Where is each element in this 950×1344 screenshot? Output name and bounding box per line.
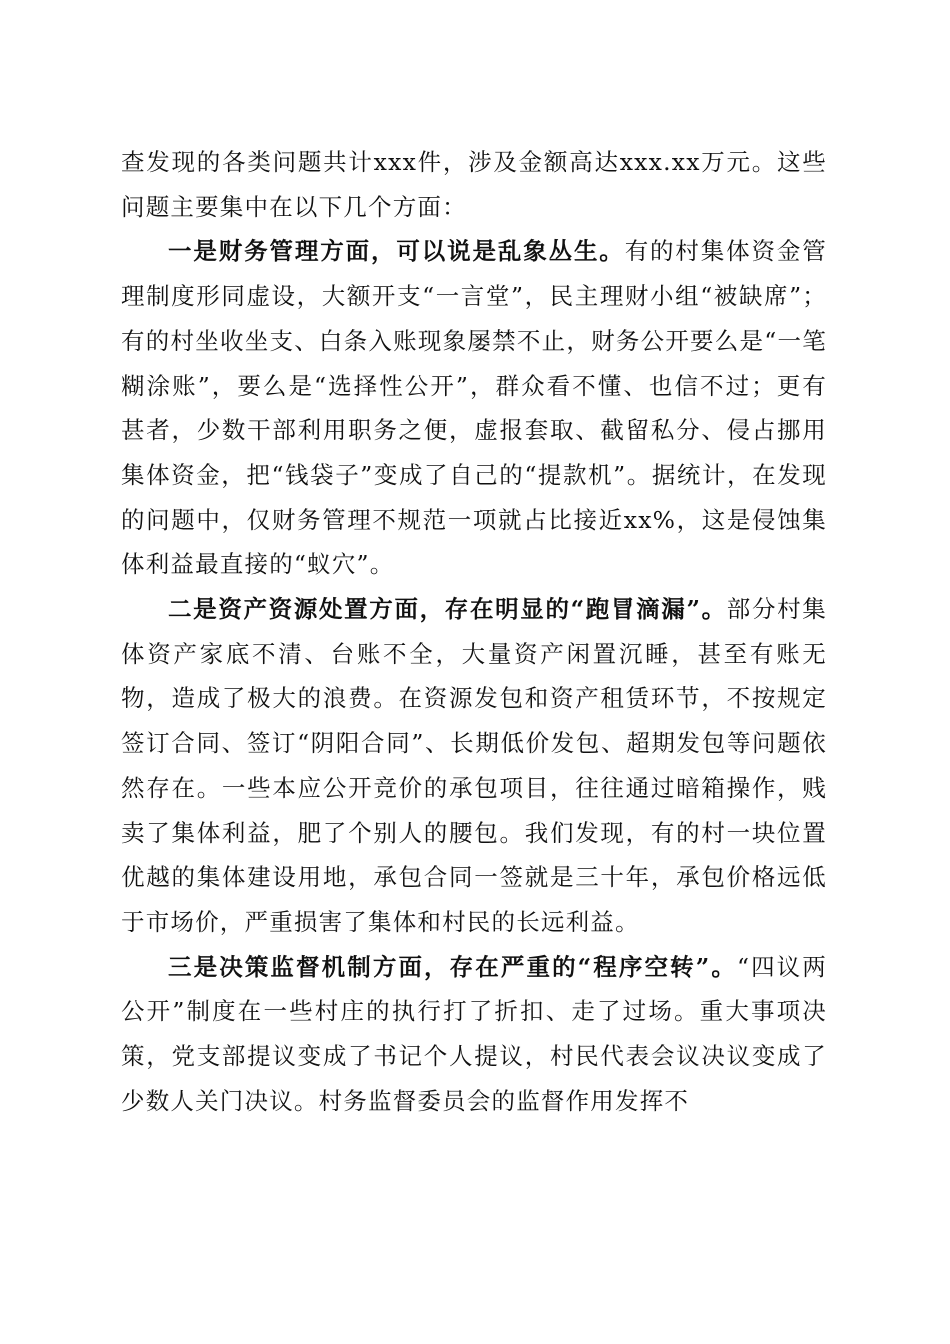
paragraph-assets-text: 部分村集体资产家底不清、台账不全，大量资产闲置沉睡，甚至有账无物，造成了极大的浪费。在资源发包和资产租赁环节，不按规定签订合同、签订“阴阳合同”、长期低价发包、超期发包等问题依然存在。一些本应公开竞价的承包项目，往往通过暗箱操作，贱卖了集体利益，肥了个别人的腰包。我们发现，有的村一块位置优越的集体建设用地，承包合同一签就是三十年，承包价格远低于市场价，严重损害了集体和村民的长远利益。 xyxy=(121,595,827,936)
paragraph-supervision-lead: 三是决策监督机制方面，存在严重的“程序空转”。 xyxy=(168,952,737,981)
paragraph-finance xyxy=(121,229,827,587)
document-body xyxy=(121,140,827,1123)
paragraph-supervision-text: “四议两公开”制度在一些村庄的执行打了折扣、走了过场。重大事项决策，党支部提议变成了书记个人提议，村民代表会议决议变成了少数人关门决议。村务监督委员会的监督作用发挥不 xyxy=(121,952,827,1115)
paragraph-supervision xyxy=(121,945,827,1124)
paragraph-assets xyxy=(121,587,827,945)
paragraph-finance-lead: 一是财务管理方面，可以说是乱象丛生。 xyxy=(168,237,625,266)
paragraph-assets-lead: 二是资产资源处置方面，存在明显的“跑冒滴漏”。 xyxy=(168,595,727,624)
paragraph-finance-text: 有的村集体资金管理制度形同虚设，大额开支“一言堂”，民主理财小组“被缺席”；有的村坐收坐支、白条入账现象屡禁不止，财务公开要么是“一笔糊涂账”，要么是“选择性公开”，群众看不懂、也信不过；更有甚者，少数干部利用职务之便，虚报套取、截留私分、侵占挪用集体资金，把“钱袋子”变成了自己的“提款机”。据统计，在发现的问题中，仅财务管理不规范一项就占比接近xx%，这是侵蚀集体利益最直接的“蚁穴”。 xyxy=(121,237,827,579)
paragraph-intro-text: 查发现的各类问题共计xxx件，涉及金额高达xxx.xx万元。这些问题主要集中在以下几个方面： xyxy=(121,148,827,221)
paragraph-intro xyxy=(121,140,827,229)
